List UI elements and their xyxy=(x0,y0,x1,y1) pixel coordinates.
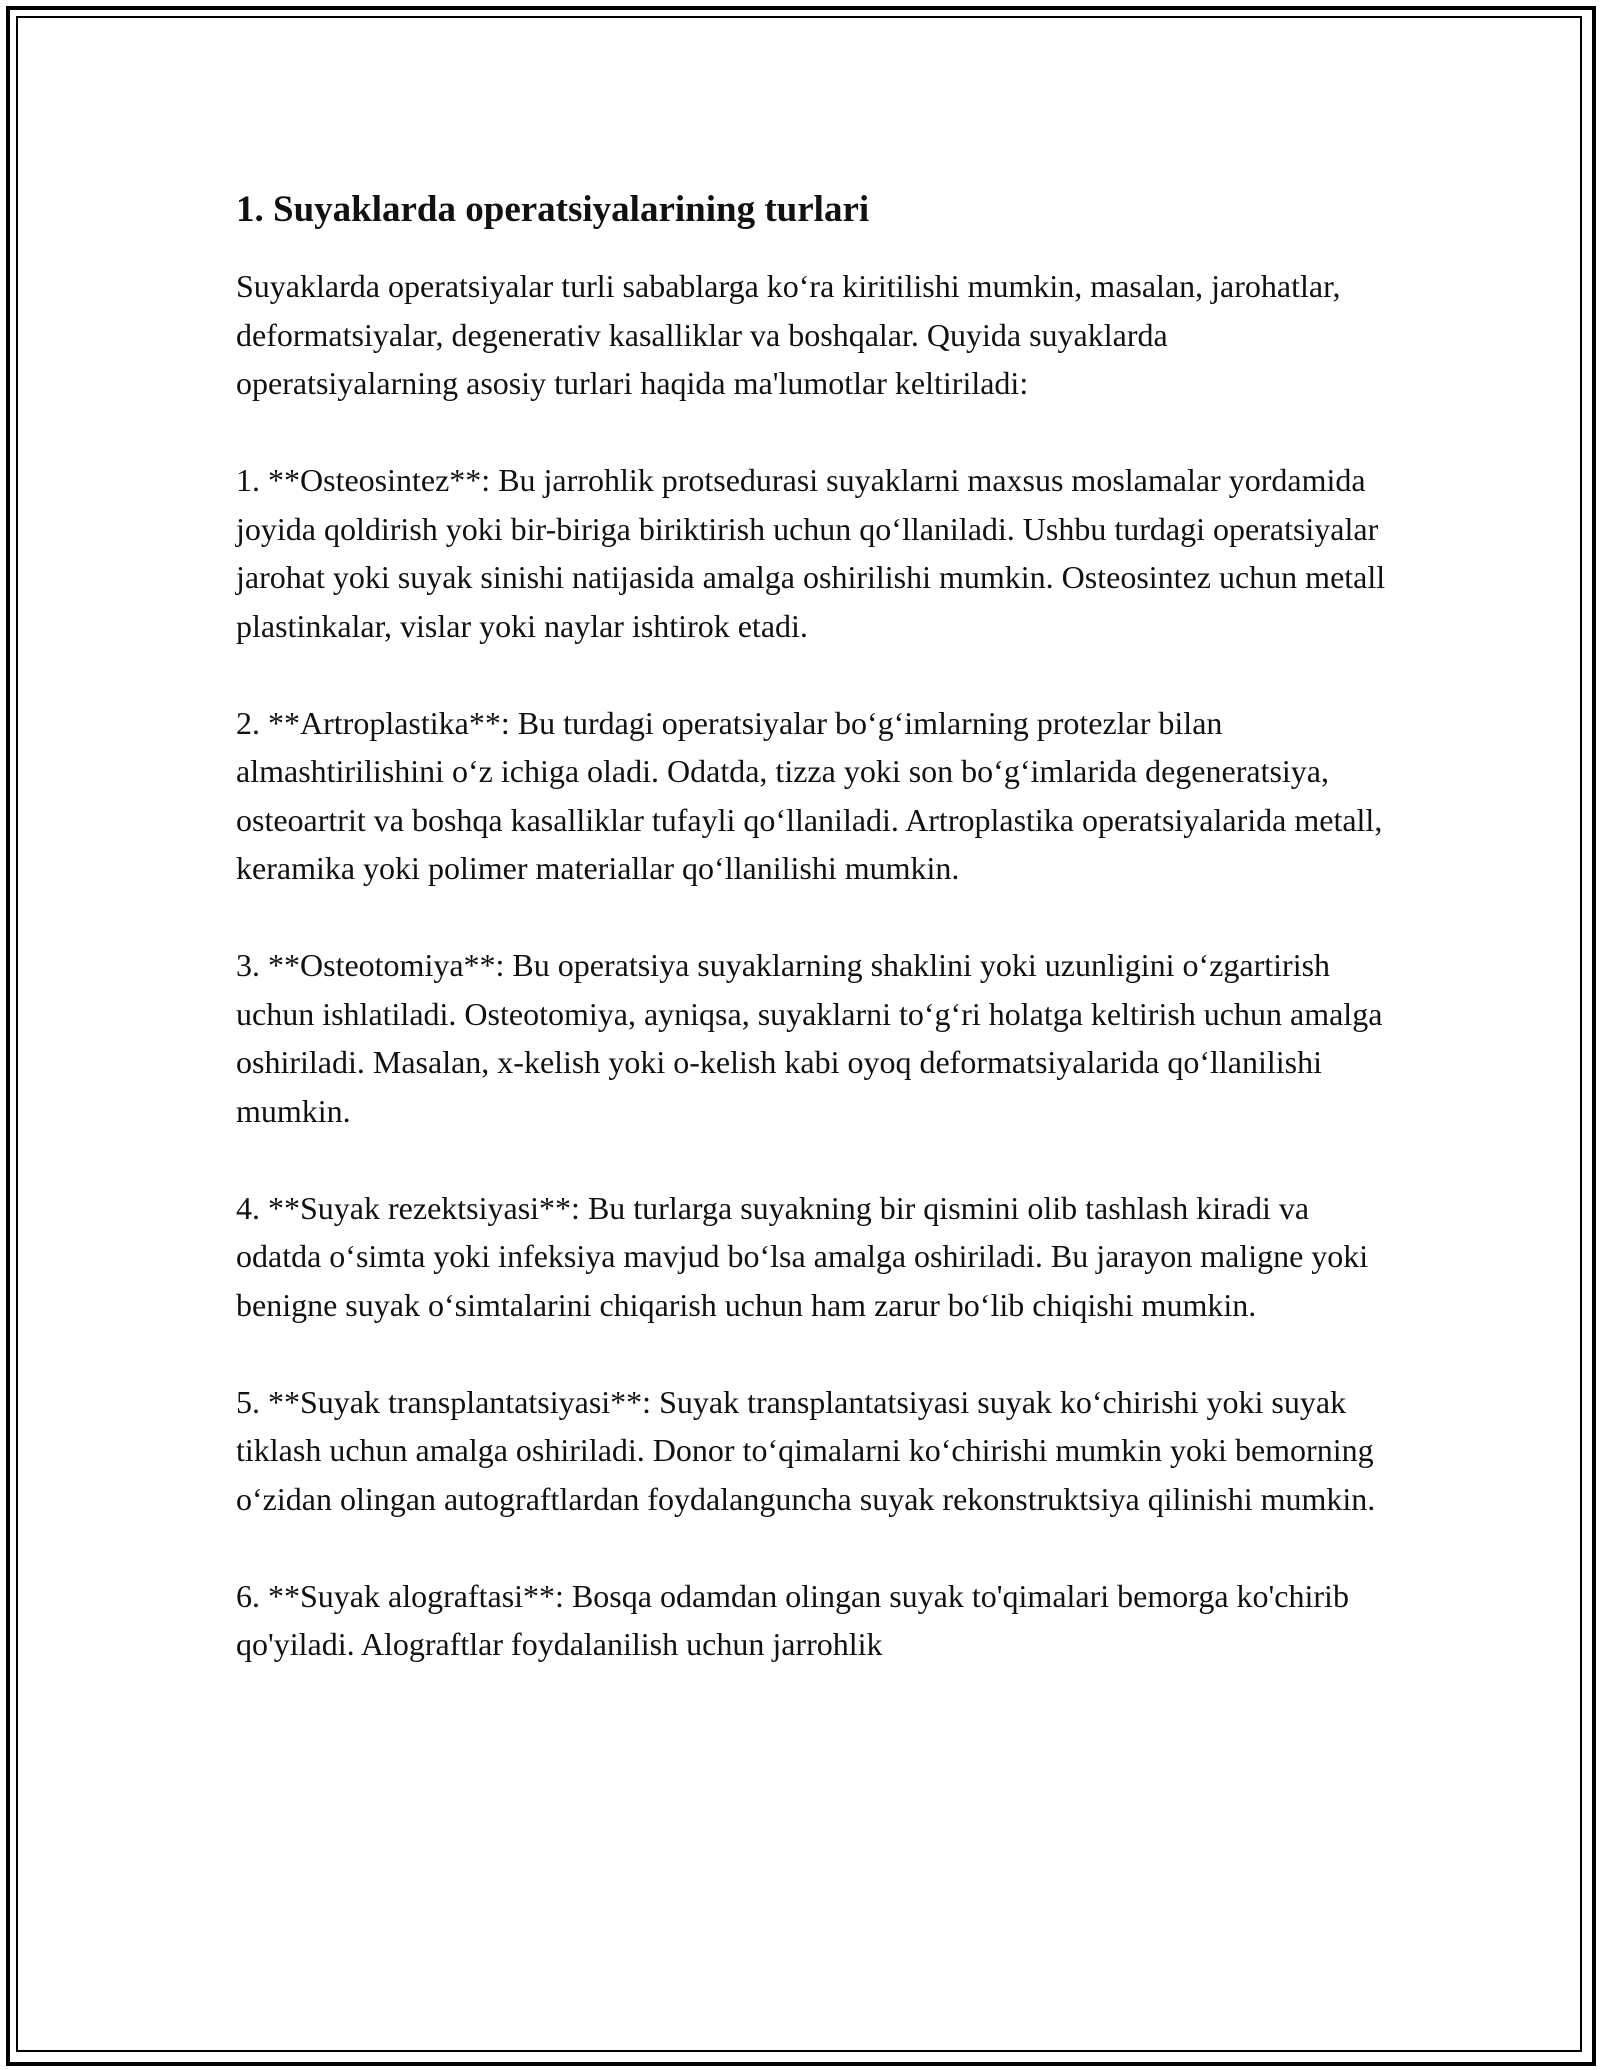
intro-paragraph: Suyaklarda operatsiyalar turli sabablarga ko‘ra kiritilishi mumkin, masalan, jarohatlar, deformatsiyalar, degenerativ kasalliklar va boshqalar. Quyida suyaklarda operatsiyalarning asosiy turlari haqida ma'lumotlar keltiriladi: xyxy=(236,268,1341,401)
list-item-osteotomiya: 3. **Osteotomiya**: Bu operatsiya suyaklarning shaklini yoki uzunligini o‘zgartirish uchun ishlatiladi. Osteotomiya, ayniqsa, suyaklarni to‘g‘ri holatga keltirish uchun amalga oshiriladi. Masalan, x-kelish yoki o-kelish kabi oyoq deformatsiyalarida qo‘llanilishi mumkin. xyxy=(236,947,1383,1129)
list-item-suyak-transplantatsiyasi: 5. **Suyak transplantatsiyasi**: Suyak transplantatsiyasi suyak ko‘chirishi yoki suyak tiklash uchun amalga oshiriladi. Donor to‘qimalarni ko‘chirishi mumkin yoki bemorning o‘zidan olingan autograftlardan foydalanguncha suyak rekonstruktsiya qilinishi mumkin. xyxy=(236,1383,1376,1517)
document-body xyxy=(236,186,1386,1717)
list-item-osteosintez: 1. **Osteosintez**: Bu jarrohlik protsedurasi suyaklarni maxsus moslamalar yordamida joyida qoldirish yoki bir-biriga biriktirish uchun qo‘llaniladi. Ushbu turdagi operatsiyalar jarohat yoki suyak sinishi natijasida amalga oshirilishi mumkin. Osteosintez uchun metall plastinkalar, vislar yoki naylar ishtirok etadi. xyxy=(236,462,1386,644)
list-item-suyak-rezektsiyasi: 4. **Suyak rezektsiyasi**: Bu turlarga suyakning bir qismini olib tashlash kiradi va odatda o‘simta yoki infeksiya mavjud bo‘lsa amalga oshiriladi. Bu jarayon maligne yoki benigne suyak o‘simtalarini chiqarish uchun ham zarur bo‘lib chiqishi mumkin. xyxy=(236,1189,1369,1323)
page-title: 1. Suyaklarda operatsiyalarining turlari xyxy=(236,189,870,230)
list-item-artroplastika: 2. **Artroplastika**: Bu turdagi operatsiyalar bo‘g‘imlarning protezlar bilan almashtirilishini o‘z ichiga oladi. Odatda, tizza yoki son bo‘g‘imlarida degeneratsiya, osteoartrit va boshqa kasalliklar tufayli qo‘llaniladi. Artroplastika operatsiyalarida metall, keramika yoki polimer materiallar qo‘llanilishi mumkin. xyxy=(236,704,1383,886)
list-item-suyak-alograftasi: 6. **Suyak alograftasi**: Bosqa odamdan olingan suyak to'qimalari bemorga ko'chirib qo'yiladi. Alograftlar foydalanilish uchun jarrohlik xyxy=(236,1577,1349,1662)
